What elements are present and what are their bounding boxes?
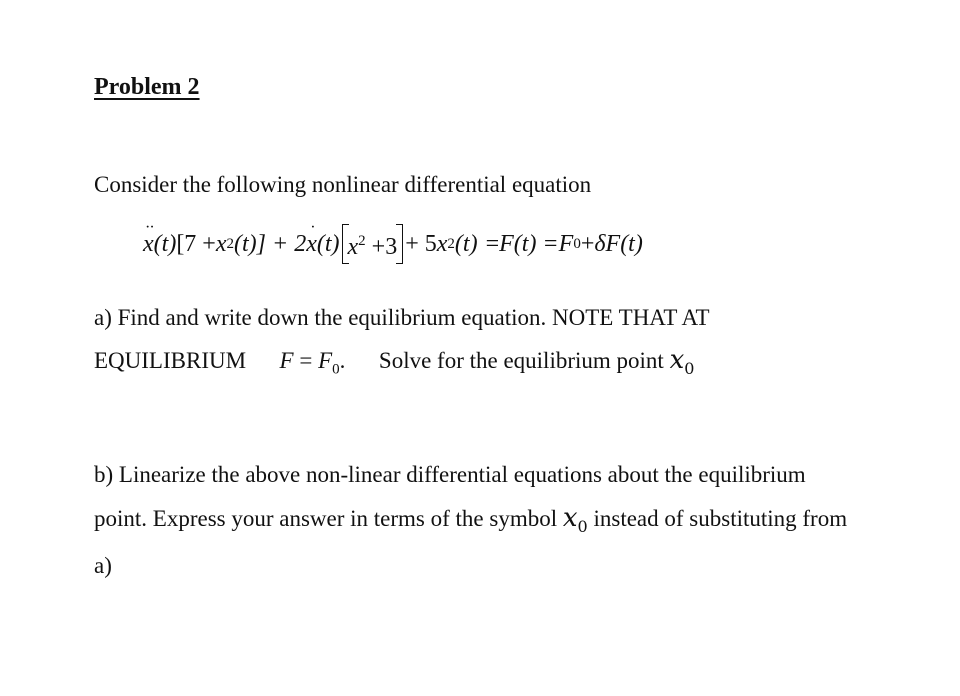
part-a-cond-F0: F [318,348,333,373]
eq-sq1: 2 [226,235,234,252]
problem-title: Problem 2 [94,74,200,100]
part-b-line2 [94,503,847,536]
eq-x-ddot: x ·· [143,231,154,258]
part-a-x0-x: x [669,345,685,375]
part-a-cond-eq: = [293,348,319,373]
part-a-line2 [94,345,694,379]
eq-F-t: (t) = [513,230,559,257]
part-a-equilibrium-word: EQUILIBRIUM [94,348,247,373]
part-b-line1: b) Linearize the above non-linear differential equations about the equilibrium [94,462,806,487]
intro-text: Consider the following nonlinear differential equation [94,172,592,197]
eq-bracket [342,226,404,262]
eq-delta-t: (t) [620,230,643,257]
eq-F0-sub: 0 [573,235,581,252]
part-b-x0-x: x [562,503,578,533]
eq-sq3: 2 [447,235,455,252]
eq-t1: (t) [153,230,177,257]
part-b-x0-symbol [562,503,588,537]
part-a-cond-dot: . [339,348,346,373]
eq-bracket-x: x [347,234,359,260]
eq-F0: F [558,230,574,257]
eq-x-dot: x · [306,231,317,258]
part-b-line3: a) [94,553,112,578]
eq-plus: + [580,230,595,257]
part-a-cond-F: F [279,348,294,373]
part-b-x0-sub: 0 [577,517,588,537]
eq-term1-close: (t)] + 2 [234,230,307,257]
part-b-line2-post: instead of substituting from [593,506,848,531]
part-a-line1: a) Find and write down the equilibrium equation. NOTE THAT AT [94,305,710,330]
eq-term1-open: [7 + [176,230,216,257]
eq-term1-x: x [215,230,227,257]
part-a-cond-sub: 0 [332,361,340,378]
part-b-line2-pre: point. Express your answer in terms of the symbol [94,506,558,531]
part-a-line2-rest: Solve for the equilibrium point [378,348,664,373]
part-a-x0-symbol [669,345,695,379]
eq-term3-x: x [436,230,448,257]
part-a-x0-sub: 0 [684,359,695,379]
differential-equation [143,226,643,262]
eq-t2: (t) [316,230,340,257]
eq-sq2: 2 [358,233,366,249]
eq-delta-F: δF [594,230,621,257]
eq-bracket-rest: +3 [365,234,398,260]
eq-F: F [499,230,514,257]
eq-term3: + 5 [405,230,437,257]
eq-equals: = [485,230,500,257]
eq-term3-t: (t) [454,230,478,257]
